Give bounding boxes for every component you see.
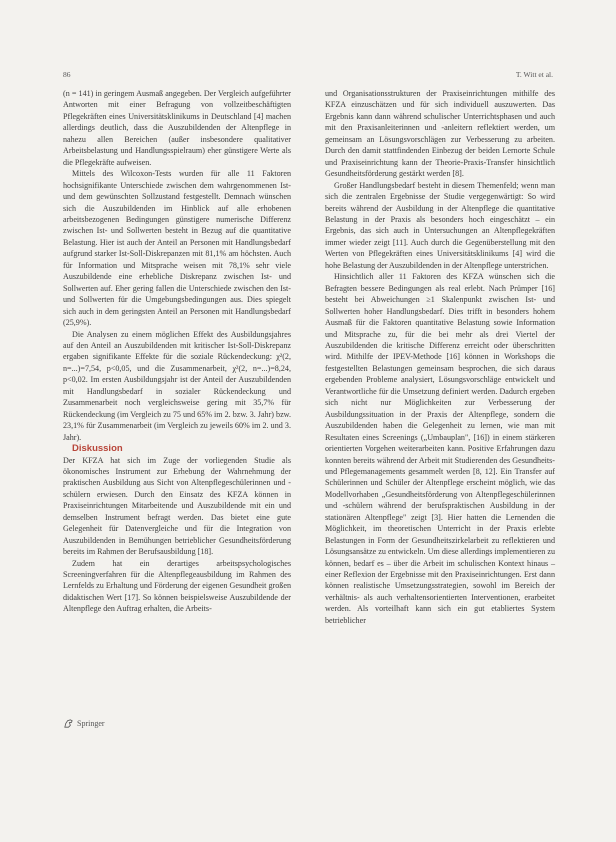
page-number: 86 [63, 70, 71, 79]
paragraph: Die Analysen zu einem möglichen Effekt des Ausbildungsjahres auf den Anteil an Auszubildenden mit kritischer Ist-Soll-Diskrepanz ergaben signifikante Effekte für die soziale Rückendeckung: χ²(2, n=...)=7,54, p<0,05, und die Zusammenarbeit, χ²(2, n=...)=8,24, p<0,02. Im ersten Ausbildungsjahr ist der Anteil der Auszubildenden mit Handlungsbedarf in sozialer Rückendeckung und Zusammenarbeit noch vergleichsweise gering mit 35,7% für Rückendeckung (im Vergleich zu 75 und 65% im 2. bzw. 3. Jahr) bzw. 23,1% für Zusammenarbeit (im Vergleich zu jeweils 60% im 2. und 3. Jahr). [63, 329, 291, 442]
right-column [325, 88, 555, 626]
running-head [63, 70, 553, 82]
publisher-name: Springer [77, 719, 105, 728]
paragraph: Zudem hat ein derartiges arbeitspsychologisches Screeningverfahren für die Altenpflegeausbildung im Rahmen des Lernfelds zu Erhaltung und Förderung der eigenen Gesundheit großen didaktischen Wert [17]. So können beispielsweise Auszubildende der Altenpflege den Auftrag erhalten, die Arbeits- [63, 558, 291, 614]
publisher-mark [63, 718, 105, 729]
paragraph: (n = 141) in geringem Ausmaß angegeben. Der Vergleich aufgeführter Antworten mit einer Befragung von vollzeitbeschäftigten Pflegekräften eines Universitätsklinikums in Deutschland [4] machen allerdings deutlich, dass die Auszubildenden der Altenpflege in nahezu allen Bereichen (außer insbesondere qualitativer Arbeitsbelastung und Handlungsspielraum) eher günstigere Werte als die Pflegekräfte aufweisen. [63, 89, 291, 167]
paragraph: und Organisationsstrukturen der Praxiseinrichtungen mithilfe des KFZA einzuschätzen und für sich individuell auszuwerten. Das Ergebnis kann dann während schulischer Unterrichtsphasen und auch mit den Praxisanleiterinnen und -anleitern reflektiert werden, um gemeinsam an Lösungsvorschlägen zur Verbesserung zu arbeiten. Durch den damit stattfindenden Einbezug der beiden Lernorte Schule und Praxiseinrichtung kann der Theorie-Praxis-Transfer hinsichtlich Gesundheitsförderung gestärkt werden [8]. [325, 89, 555, 179]
left-column [63, 88, 291, 615]
paragraph: Der KFZA hat sich im Zuge der vorliegenden Studie als ökonomisches Instrument zur Erhebung der Wahrnehmung der praktischen Ausbildung aus Sicht von Altenpflegeschülerinnen und -schülern erwiesen. Durch den Einsatz des KFZA können in Praxiseinrichtungen Mitarbeitende und Auszubildende mit ein und demselben Instrument befragt werden. Das bietet eine gute Gelegenheit für Datenvergleiche und für die Integration von Auszubildenden in Bemühungen betrieblicher Gesundheitsförderung bereits im Rahmen der Berufsausbildung [18]. [63, 455, 291, 557]
running-author: T. Witt et al. [515, 70, 553, 79]
paragraph: Mittels des Wilcoxon-Tests wurden für alle 11 Faktoren hochsignifikante Unterschiede zwischen dem wahrgenommenen Ist- und dem gewünschten Sollzustand festgestellt. Demnach wünschen sich die Auszubildenden im Hinblick auf alle erhobenen arbeitsbezogenen Bedingungen günstigere numerische Differenz zwischen Ist- und Sollwerten besteht in Bezug auf die quantitative Belastung. Hier ist auch der Anteil an Personen mit Handlungsbedarf aufgrund starker Ist-Soll-Diskrepanzen mit 81,1% am höchsten. Auch für Information und Mitsprache weisen mit 78,1% sehr viele Auszubildende eine erhebliche Diskrepanz zwischen Ist- und Sollwerten auf. Eher gering fallen die Unterschiede zwischen den Ist- und Sollwerten für die Umgebungsbedingungen aus. Dies spiegelt sich auch in dem geringsten Anteil an Personen mit Handlungsbedarf (25,9%). [63, 169, 291, 328]
paragraph: Großer Handlungsbedarf besteht in diesem Themenfeld; wenn man sich die zentralen Ergebnisse der Studie vergegenwärtigt: So wird bereits während der Ausbildung in der Altenpflege die quantitative Belastung in der Praxis als besonders hoch eingeschätzt – ein Ergebnis, das sich auch in Untersuchungen an Altenpflegekräften immer wieder zeigt [11]. Auch durch die Gegenüberstellung mit den Werten von Pflegekräften eines Universitätsklinikums [4] wird die hohe Belastung der Auszubildenden in der Altenpflege unterstrichen. [325, 180, 555, 270]
section-heading: Diskussion [72, 443, 123, 455]
springer-horse-icon [63, 718, 74, 729]
paragraph: Hinsichtlich aller 11 Faktoren des KFZA wünschen sich die Befragten bessere Bedingungen als real erlebt. Nach Prümper [16] besteht bei Abweichungen ≥1 Skalenpunkt zwischen Ist- und Sollwerten hoher Handlungsbedarf. Dies trifft in besonders hohem Ausmaß für die Faktoren quantitative Belastung sowie Information und Mitsprache zu, für die bei mehr als drei Viertel der Auszubildenden die kritische Differenz erreicht oder überschritten wird. Mithilfe der IPEV-Methode [16] können in Workshops die festgestellten Belastungen gemeinsam besprochen, die sich daraus ergebenden Probleme analysiert, Lösungsvorschläge entwickelt und Verantwortliche für die Umsetzung definiert werden. Dadurch ergeben sich nicht nur Möglichkeiten zur Verbesserung der Ausbildungssituation in der Praxis der Altenpflege, sondern die Auszubildenden haben die Gelegenheit zu lernen, wie man mit Resultaten eines Screenings („Umbauplan", [16]) in einem stärkeren orientierten Vorgehen weiterarbeiten kann. Positive Erfahrungen dazu konnten bereits während der Arbeit mit Studierenden des Gesundheits- und Pflegemanagements gesammelt werden [8, 12]. Ein Transfer auf Schülerinnen und Schüler der Altenpflege erscheint möglich, wie das Modellvorhaben „Gesundheitsförderung von Altenpflegeschülerinnen und -schülern während der berufspraktischen Ausbildung in der stationären Altenpflege" zeigt [3]. Hier hatten die Lernenden die Möglichkeit, im theoretischen Unterricht in der Praxis erlebte Belastungen in Form der Gesundheitszirkelarbeit zu reflektieren und Lösungsansätze zu entwickeln. Um diese allerdings implementieren zu können, bedarf es – über die Arbeit im schulischen Kontext hinaus – einer Reflexion der Ergebnisse mit den Praxiseinrichtungen. Erst dann können realistische Umsetzungsstrategien, sowohl im Bereich der verhältnis- als auch verhaltensorientierten Interventionen, erarbeitet werden. Als vorteilhaft kann sich ein gut etabliertes System betrieblicher [325, 272, 555, 625]
